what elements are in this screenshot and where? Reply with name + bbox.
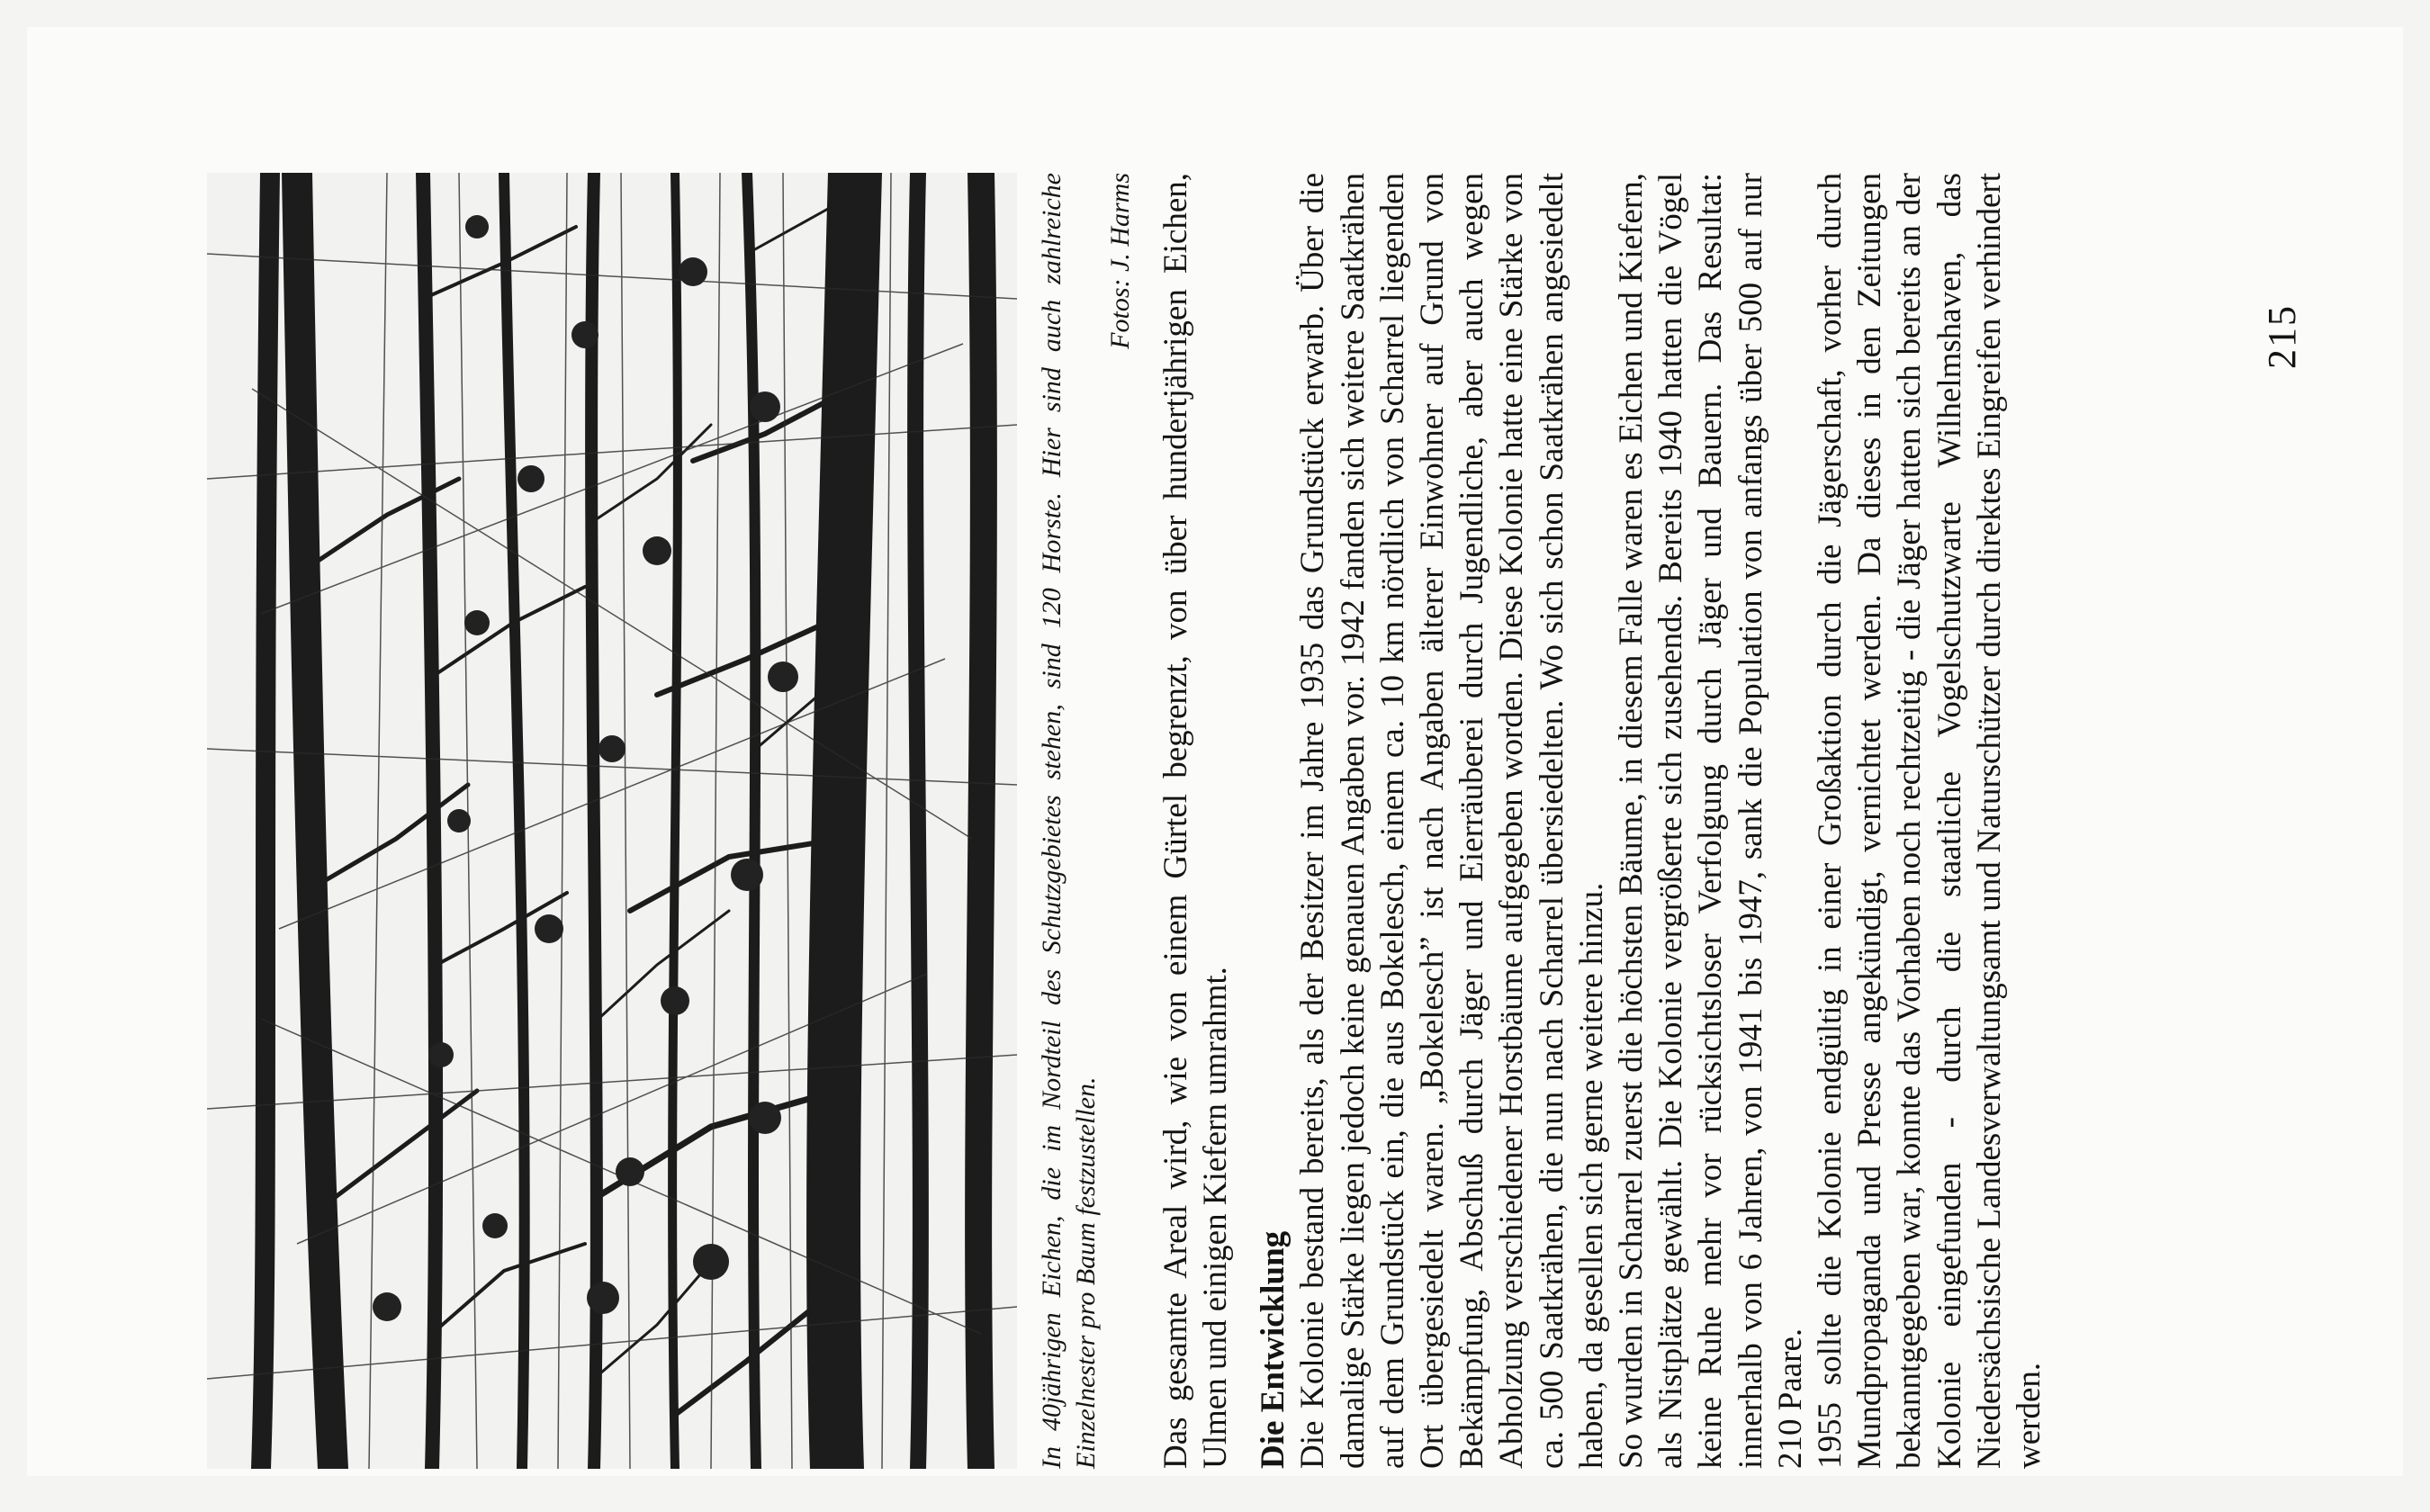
scanned-page [27,27,2403,1476]
page-number: 215 [2260,304,2304,369]
caption-text: In 40jährigen Eichen, die im Nordteil des Schutzgebietes stehen, sind 120 Horste. Hier sind auch zahlreiche Einzelnester pro Baum festzustellen. [1037,173,1101,1469]
photo-credit: Fotos: J. Harms [1105,173,1135,349]
tree-photo-illustration [207,173,1017,1469]
paragraph-1: Die Kolonie bestand bereits, als der Besitzer im Jahre 1935 das Grundstück erwarb. Über die damalige Stärke liegen jedoch keine genauen Angaben vor. 1942 fanden sich weitere Saatkrähen auf dem Grundstück ein, die aus Bokelesch, einem ca. 10 km nördlich von Scharrel liegenden Ort übergesiedelt waren. „Bokelesch” ist nach Angaben älterer Einwohner auf Grund von Bekämpfung, Abschuß durch Jäger und Eierräuberei durch Jugendliche, aber auch wegen Abholzung verschiedener Horstbäume aufgegeben worden. Diese Kolonie hatte eine Stärke von ca. 500 Saatkrähen, die nun nach Scharrel übersiedelten. Wo sich schon Saatkrähen angesiedelt haben, da gesellen sich gerne weitere hinzu. [1294,173,1610,1469]
paragraph-2: So wurden in Scharrel zuerst die höchsten Bäume, in diesem Falle waren es Eichen und Kiefern, als Nistplätze gewählt. Die Kolonie vergrößerte sich zusehends. Bereits 1940 hatten die Vögel keine Ruhe mehr vor rücksichtsloser Verfolgung durch Jäger und Bauern. Das Resultat: innerhalb von 6 Jahren, von 1941 bis 1947, sank die Population von anfangs über 500 auf nur 210 Paare. [1613,173,1809,1469]
article-body [1156,173,2049,1469]
rotated-page-content [198,126,2358,1476]
photo-rookery-trees [207,173,1017,1469]
section-heading: Die Entwicklung [1255,1230,1292,1469]
photo-caption [1035,173,1138,1469]
intro-paragraph: Das gesamte Areal wird, wie von einem Gürtel begrenzt, von über hundertjährigen Eichen, Ulmen und einigen Kiefern umrahmt. [1157,173,1235,1469]
paragraph-3: 1955 sollte die Kolonie endgültig in einer Großaktion durch die Jägerschaft, vorher durch Mundpropaganda und Presse angekündigt, vernichtet werden. Da dieses in den Zeitungen bekanntgegeben war, konnte das Vorhaben noch rechtzeitig - die Jäger hatten sich bereits an der Kolonie eingefunden - durch die staatliche Vogelschutzwarte Wilhelmshaven, das Niedersächsische Landesverwaltungsamt und Naturschützer durch direktes Eingreifen verhindert werden. [1812,173,2048,1469]
